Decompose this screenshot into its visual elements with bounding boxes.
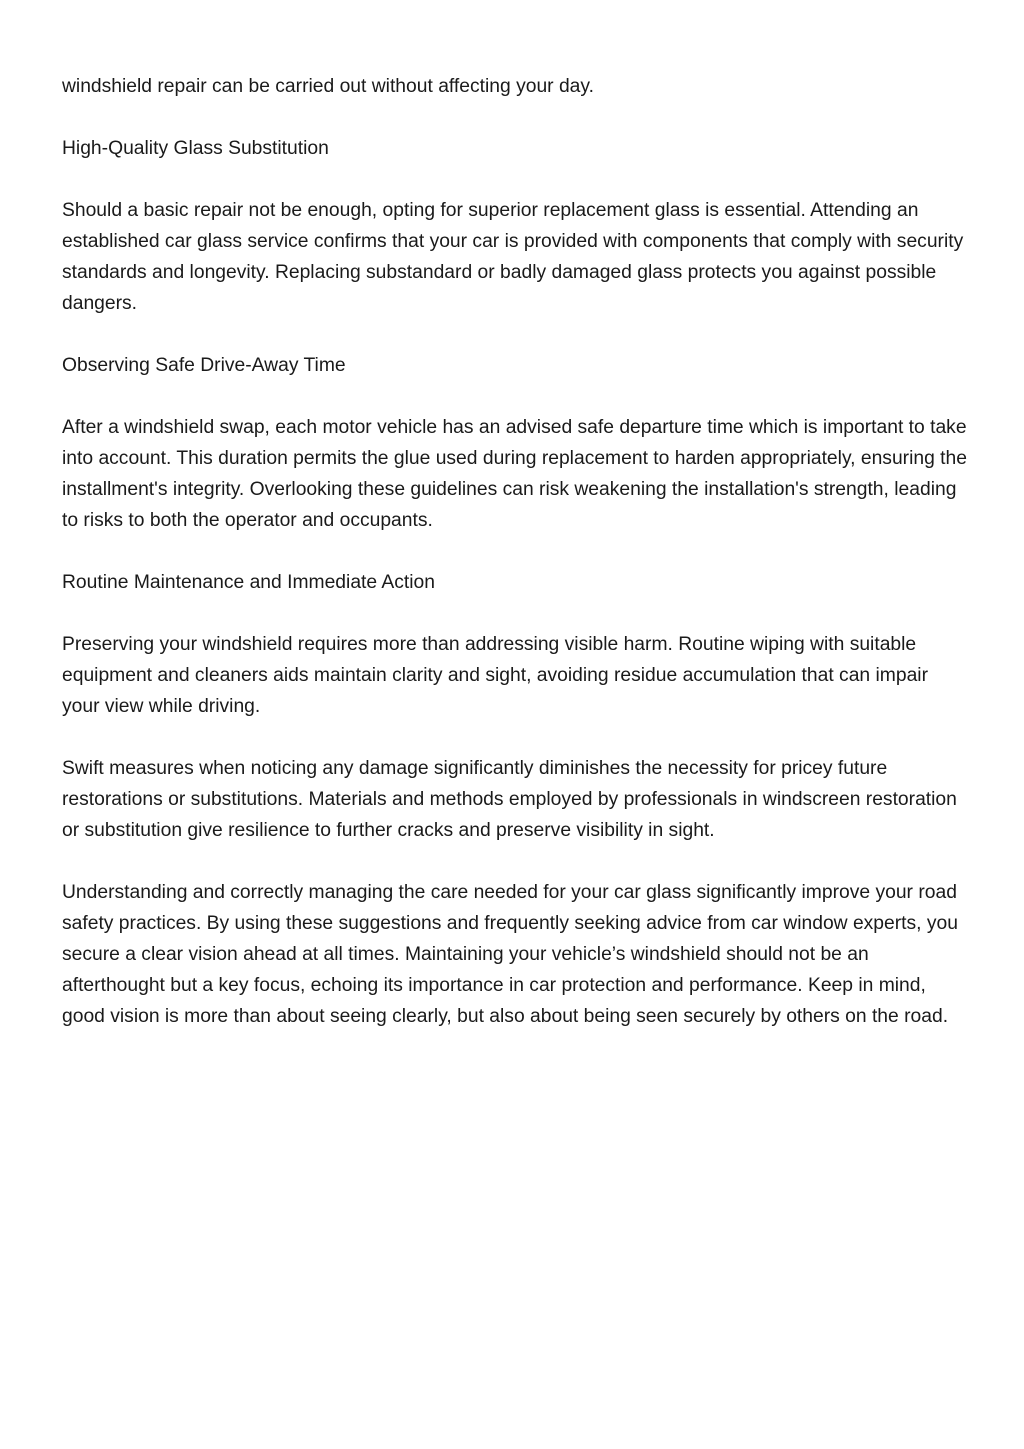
paragraph-glass-substitution: Should a basic repair not be enough, opting for superior replacement glass is essential. Attending an established car glass service confirms that your car is provided with components that comply with security standards and longevity. Replacing substandard or badly damaged glass protects you against possible dangers.: [62, 200, 964, 314]
document-page: [62, 71, 967, 1063]
paragraph-conclusion: Understanding and correctly managing the care needed for your car glass significantly improve your road safety practices. By using these suggestions and frequently seeking advice from car window experts, you secure a clear vision ahead at all times. Maintaining your vehicle’s windshield should not be an afterthought but a key focus, echoing its importance in car protection and performance. Keep in mind, good vision is more than about seeing clearly, but also about being seen securely by others on the road.: [62, 882, 958, 1027]
section-heading-glass-substitution: High-Quality Glass Substitution: [62, 138, 329, 159]
paragraph-swift-measures: Swift measures when noticing any damage significantly diminishes the necessity for pricey future restorations or substitutions. Materials and methods employed by professionals in windscreen restoration or substitution give resilience to further cracks and preserve visibility in sight.: [62, 758, 957, 841]
paragraph-drive-away-time: After a windshield swap, each motor vehicle has an advised safe departure time which is important to take into account. This duration permits the glue used during replacement to harden appropriately, ensuring the installment's integrity. Overlooking these guidelines can risk weakening the installation's strength, leading to risks to both the operator and occupants.: [62, 417, 967, 531]
section-heading-drive-away-time: Observing Safe Drive-Away Time: [62, 355, 346, 376]
section-heading-routine-maintenance: Routine Maintenance and Immediate Action: [62, 572, 435, 593]
paragraph-routine-maintenance: Preserving your windshield requires more than addressing visible harm. Routine wiping with suitable equipment and cleaners aids maintain clarity and sight, avoiding residue accumulation that can impair your view while driving.: [62, 634, 928, 717]
paragraph-continuation: windshield repair can be carried out without affecting your day.: [62, 76, 594, 97]
